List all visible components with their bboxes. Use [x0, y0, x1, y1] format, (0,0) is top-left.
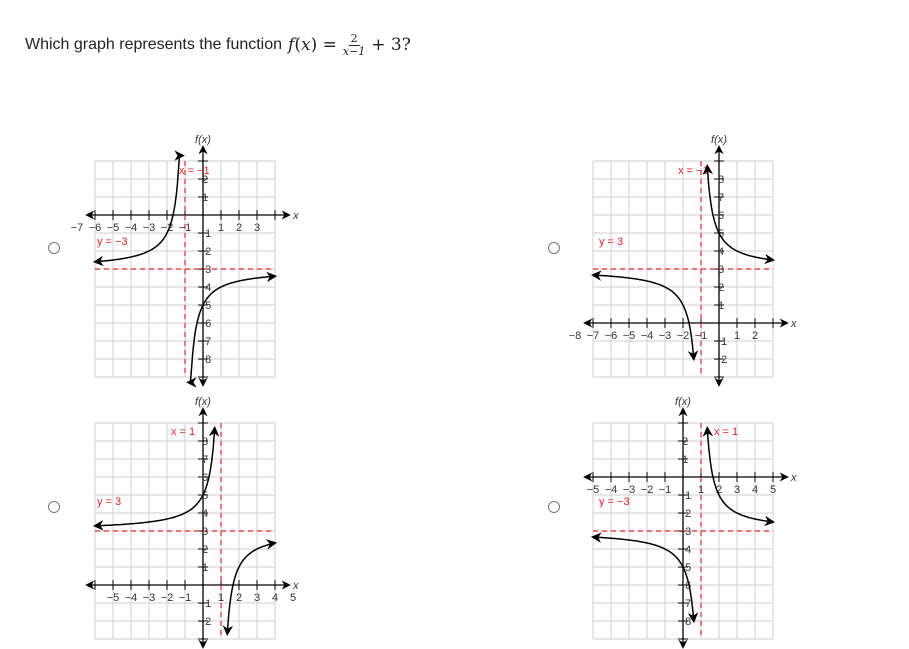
- y-tick-label: 3: [717, 264, 725, 276]
- x-tick-label: 2: [235, 222, 243, 234]
- x-axis-label: x: [293, 580, 299, 592]
- y-axis-label: f(x): [195, 396, 211, 408]
- y-tick-label: 2: [201, 174, 209, 186]
- x-tick-label: −7: [70, 222, 84, 234]
- vertical-asymptote-label: x = −1: [179, 165, 210, 177]
- x-tick-label: −5: [586, 484, 600, 496]
- y-tick-label: 6: [717, 210, 725, 222]
- x-tick-label: 1: [697, 484, 705, 496]
- function-name: f: [288, 35, 295, 55]
- x-tick-label: −2: [640, 484, 654, 496]
- x-tick-label: −5: [106, 222, 120, 234]
- vertical-asymptote-label: x = −1: [678, 165, 709, 177]
- x-tick-label: 1: [217, 222, 225, 234]
- vertical-asymptote-label: x = 1: [714, 426, 739, 438]
- y-tick-label: −4: [198, 282, 212, 294]
- x-tick-label: −3: [658, 330, 672, 342]
- x-axis-label: x: [791, 472, 797, 484]
- y-tick-label: 6: [201, 472, 209, 484]
- x-tick-label: −2: [160, 592, 174, 604]
- graph-option-d: [568, 388, 808, 628]
- x-tick-label: −6: [604, 330, 618, 342]
- radio-button-b[interactable]: [548, 242, 560, 254]
- x-tick-label: 4: [271, 592, 279, 604]
- function-tail: + 3?: [371, 35, 411, 55]
- y-tick-label: −1: [678, 490, 692, 502]
- y-tick-label: −6: [678, 580, 692, 592]
- radio-button-c[interactable]: [48, 501, 60, 513]
- y-tick-label: 4: [201, 508, 209, 520]
- curve-branch-right: [707, 428, 773, 522]
- x-tick-label: −2: [676, 330, 690, 342]
- x-tick-label: −6: [88, 222, 102, 234]
- y-tick-label: 5: [717, 228, 725, 240]
- x-tick-label: −8: [568, 330, 582, 342]
- x-tick-label: 2: [751, 330, 759, 342]
- y-tick-label: −1: [198, 228, 212, 240]
- function-expression: f ( x ) = $\frac{2}{x-1}$ + 3?: [288, 31, 411, 58]
- y-tick-label: 2: [717, 282, 725, 294]
- x-tick-label: 3: [253, 592, 261, 604]
- x-tick-label: −7: [586, 330, 600, 342]
- y-axis-label: f(x): [711, 134, 727, 146]
- y-tick-label: −7: [198, 336, 212, 348]
- function-variable: x: [300, 35, 311, 55]
- x-tick-label: −3: [142, 592, 156, 604]
- x-tick-label: 3: [253, 222, 261, 234]
- x-tick-label: −4: [604, 484, 618, 496]
- y-tick-label: 3: [201, 526, 209, 538]
- y-tick-label: −2: [198, 246, 212, 258]
- y-tick-label: −5: [678, 562, 692, 574]
- fraction-numerator: 2: [350, 31, 358, 45]
- vertical-asymptote-label: x = 1: [171, 426, 196, 438]
- question-prompt: [25, 30, 411, 60]
- graph-option-b: [568, 126, 818, 366]
- x-tick-label: −1: [694, 330, 708, 342]
- curve-branch-right: [227, 543, 275, 634]
- x-tick-label: −5: [106, 592, 120, 604]
- y-tick-label: −1: [714, 336, 728, 348]
- x-tick-label: −4: [124, 222, 138, 234]
- horizontal-asymptote-label: y = 3: [97, 496, 122, 508]
- fraction-denominator: x−1: [342, 44, 366, 58]
- x-tick-label: −5: [622, 330, 636, 342]
- x-tick-label: −1: [178, 592, 192, 604]
- x-tick-label: −4: [640, 330, 654, 342]
- x-tick-label: 1: [733, 330, 741, 342]
- y-tick-label: −8: [198, 354, 212, 366]
- graph-option-a: [70, 126, 315, 366]
- y-tick-label: −2: [678, 508, 692, 520]
- y-axis-label: f(x): [195, 134, 211, 146]
- horizontal-asymptote-label: y = −3: [97, 236, 128, 248]
- x-axis-label: x: [293, 210, 299, 222]
- y-tick-label: −4: [678, 544, 692, 556]
- radio-button-d[interactable]: [548, 501, 560, 513]
- y-tick-label: −3: [678, 526, 692, 538]
- y-tick-label: −2: [198, 616, 212, 628]
- y-tick-label: −2: [714, 354, 728, 366]
- x-tick-label: 5: [289, 592, 297, 604]
- y-tick-label: −6: [198, 318, 212, 330]
- x-tick-label: −1: [658, 484, 672, 496]
- graph-option-c: [75, 388, 315, 628]
- x-tick-label: 3: [733, 484, 741, 496]
- y-tick-label: −7: [678, 598, 692, 610]
- y-tick-label: 5: [201, 490, 209, 502]
- y-tick-label: 1: [717, 300, 725, 312]
- x-tick-label: 1: [217, 592, 225, 604]
- y-tick-label: 7: [717, 192, 725, 204]
- fraction: [341, 33, 367, 57]
- curve-branch-left: [593, 275, 694, 359]
- horizontal-asymptote-label: y = −3: [599, 496, 630, 508]
- y-tick-label: 1: [201, 192, 209, 204]
- x-tick-label: 5: [769, 484, 777, 496]
- x-tick-label: −4: [124, 592, 138, 604]
- y-tick-label: 2: [201, 544, 209, 556]
- x-tick-label: 4: [751, 484, 759, 496]
- y-tick-label: 1: [201, 562, 209, 574]
- x-axis-label: x: [791, 318, 797, 330]
- radio-button-a[interactable]: [48, 242, 60, 254]
- x-tick-label: −3: [622, 484, 636, 496]
- equals-sign: =: [322, 35, 337, 55]
- y-tick-label: −1: [198, 598, 212, 610]
- y-tick-label: 1: [681, 454, 689, 466]
- x-tick-label: −3: [142, 222, 156, 234]
- question-text: Which graph represents the function: [25, 36, 283, 53]
- y-tick-label: −3: [198, 264, 212, 276]
- y-axis-label: f(x): [675, 396, 691, 408]
- x-tick-label: 2: [235, 592, 243, 604]
- y-tick-label: 8: [717, 174, 725, 186]
- x-tick-label: 2: [715, 484, 723, 496]
- y-tick-label: 4: [717, 246, 725, 258]
- x-tick-label: −1: [178, 222, 192, 234]
- y-tick-label: 8: [201, 436, 209, 448]
- y-tick-label: 7: [201, 454, 209, 466]
- y-tick-label: −5: [198, 300, 212, 312]
- y-tick-label: −8: [678, 616, 692, 628]
- x-tick-label: −2: [160, 222, 174, 234]
- horizontal-asymptote-label: y = 3: [599, 236, 624, 248]
- y-tick-label: 2: [681, 436, 689, 448]
